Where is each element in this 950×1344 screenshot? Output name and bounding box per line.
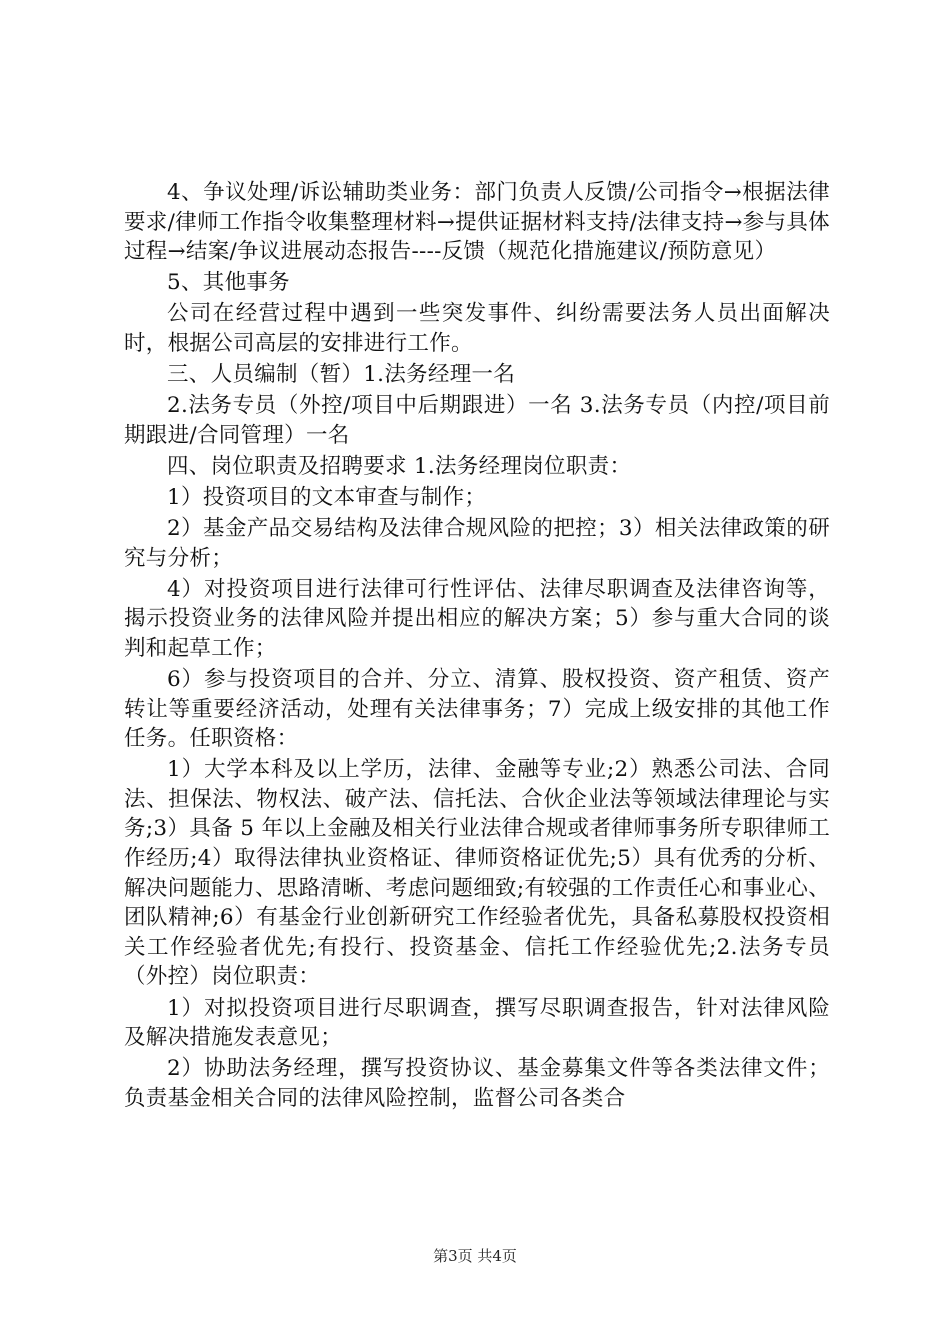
paragraph-duties-heading: 四、岗位职责及招聘要求 1.法务经理岗位职责： <box>167 453 632 479</box>
paragraph-dispute-handling: 4、争议处理/诉讼辅助类业务：部门负责人反馈/公司指令→根据法律要求/律师工作指令收集整理材料→提供证据材料支持/法律支持→参与具体过程→结案/争议进展动态报告----反馈（规范化措施建议/预防意见） <box>124 180 830 265</box>
paragraph-staffing-specialists: 2.法务专员（外控/项目中后期跟进）一名 3.法务专员（内控/项目前期跟进/合同管理）一名 <box>124 393 830 448</box>
paragraph-specialist-duty-2: 2）协助法务经理，撰写投资协议、基金募集文件等各类法律文件；负责基金相关合同的法律风险控制，监督公司各类合 <box>124 1056 830 1111</box>
document-body <box>124 178 830 1115</box>
paragraph-other-affairs-body: 公司在经营过程中遇到一些突发事件、纠纷需要法务人员出面解决时，根据公司高层的安排进行工作。 <box>124 301 830 356</box>
paragraph-duty-4-5: 4）对投资项目进行法律可行性评估、法律尽职调查及法律咨询等，揭示投资业务的法律风险并提出相应的解决方案；5）参与重大合同的谈判和起草工作； <box>124 576 830 661</box>
paragraph-duty-1: 1）投资项目的文本审查与制作； <box>167 484 487 510</box>
paragraph-duty-6-7: 6）参与投资项目的合并、分立、清算、股权投资、资产租赁、资产转让等重要经济活动，处理有关法律事务；7）完成上级安排的其他工作任务。任职资格： <box>124 667 830 752</box>
page-footer: 第3页 共4页 <box>433 1247 517 1265</box>
paragraph-qualifications: 1）大学本科及以上学历，法律、金融等专业;2）熟悉公司法、合同法、担保法、物权法、破产法、信托法、合伙企业法等领域法律理论与实务;3）具备 5 年以上金融及相关行业法律合规或者律师事务所专职律师工作经历;4）取得法律执业资格证、律师资格证优先;5）具有优秀的分析、解决问题能力、思路清晰、考虑问题细致;有较强的工作责任心和事业心、团队精神;6）有基金行业创新研究工作经验者优先，具备私募股权投资相关工作经验者优先;有投行、投资基金、信托工作经验优先;2.法务专员（外控）岗位职责： <box>124 757 830 990</box>
paragraph-staffing: 三、人员编制（暂）1.法务经理一名 <box>167 362 516 388</box>
paragraph-specialist-duty-1: 1）对拟投资项目进行尽职调查，撰写尽职调查报告，针对法律风险及解决措施发表意见； <box>124 995 830 1051</box>
paragraph-other-affairs-heading: 5、其他事务 <box>167 270 290 296</box>
paragraph-duty-2-3: 2）基金产品交易结构及法律合规风险的把控；3）相关法律政策的研究与分析； <box>124 516 830 571</box>
